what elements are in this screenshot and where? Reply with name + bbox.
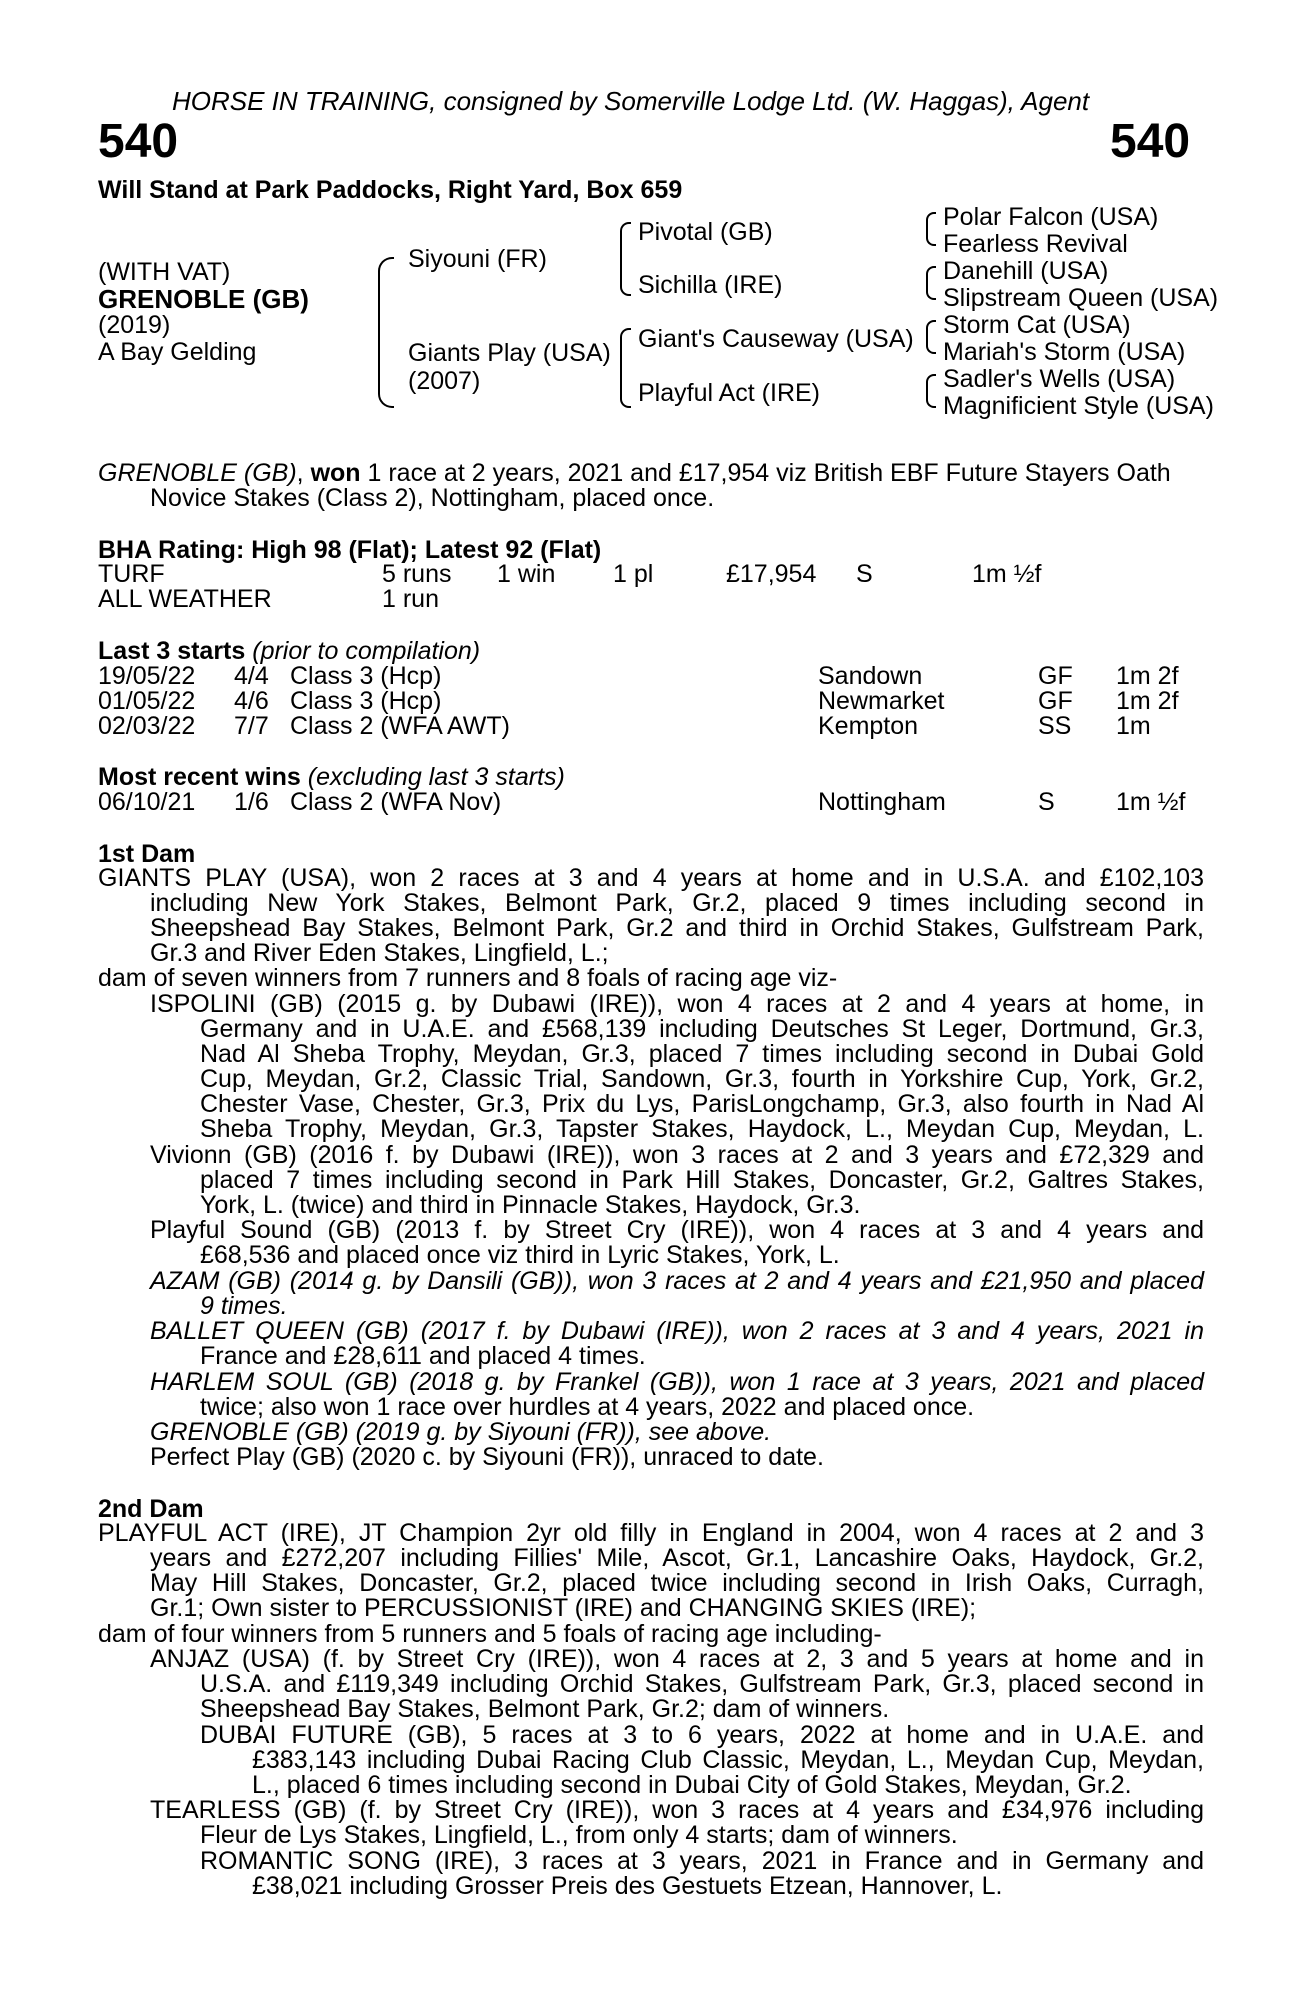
second-dam-line: Fleur de Lys Stakes, Lingfield, L., from only 4 starts; dam of winners.: [200, 1821, 958, 1849]
first-dam-line: Perfect Play (GB) (2020 c. by Siyouni (FR)), unraced to date.: [150, 1443, 824, 1471]
first-dam-line: Vivionn (GB) (2016 f. by Dubawi (IRE)), won 3 races at 2 and 3 years and £72,329 and: [150, 1141, 1204, 1169]
summary-won: won: [310, 459, 361, 487]
pedigree-gg-7: Sadler's Wells (USA): [943, 365, 1176, 393]
first-dam-line: £68,536 and placed once viz third in Lyric Stakes, York, L.: [200, 1241, 840, 1269]
win-distance: 1m ½f: [1116, 788, 1186, 816]
sire: Siyouni (FR): [408, 245, 547, 273]
consignor-line: HORSE IN TRAINING, consigned by Somerville Lodge Ltd. (W. Haggas), Agent: [172, 86, 1090, 116]
start-going: GF: [1038, 662, 1073, 690]
recent-wins-heading: [98, 765, 565, 790]
start-distance: 1m 2f: [1116, 687, 1179, 715]
first-dam-line: HARLEM SOUL (GB) (2018 g. by Frankel (GB)), won 1 race at 3 years, 2021 and placed: [150, 1368, 1204, 1396]
start-race: Class 3 (Hcp): [290, 687, 442, 715]
win-race: Class 2 (WFA Nov): [290, 788, 502, 816]
horse-name: GRENOBLE (GB): [98, 284, 309, 314]
second-dam-line: L., placed 6 times including second in Dubai City of Gold Stakes, Meydan, Gr.2.: [252, 1771, 1132, 1799]
win-position: 1/6: [234, 788, 269, 816]
start-date: 19/05/22: [98, 662, 196, 690]
last-starts-note: (prior to compilation): [245, 637, 481, 665]
start-course: Kempton: [818, 712, 919, 740]
second-dam-line: DUBAI FUTURE (GB), 5 races at 3 to 6 years, 2022 at home and in U.A.E. and: [200, 1721, 1204, 1749]
last-starts-title: Last 3 starts: [98, 637, 246, 665]
lot-number-left: 540: [98, 115, 179, 168]
first-dam-line: Sheepshead Bay Stakes, Belmont Park, Gr.2 and third in Orchid Stakes, Gulfstream Park,: [150, 914, 1204, 942]
win-going: S: [1038, 788, 1055, 816]
sire-dam: Sichilla (IRE): [638, 271, 783, 299]
first-dam-line: GIANTS PLAY (USA), won 2 races at 3 and 4 years at home and in U.S.A. and £102,103: [98, 864, 1204, 892]
first-dam-line: Gr.3 and River Eden Stakes, Lingfield, L.;: [150, 939, 609, 967]
second-dam-line: £383,143 including Dubai Racing Club Classic, Meydan, L., Meydan Cup, Meydan,: [252, 1746, 1204, 1774]
start-course: Newmarket: [818, 687, 945, 715]
last-starts-heading: [98, 639, 480, 664]
first-dam-line: including New York Stakes, Belmont Park, Gr.2, placed 9 times including second in: [150, 889, 1204, 917]
start-date: 02/03/22: [98, 712, 196, 740]
pedigree-gg-6: Mariah's Storm (USA): [943, 338, 1186, 366]
pedigree-gg-2: Fearless Revival: [943, 230, 1128, 258]
start-date: 01/05/22: [98, 687, 196, 715]
summary-line-1: GRENOBLE (GB), won 1 race at 2 years, 2021 and £17,954 viz British EBF Future Stayers Oath: [98, 459, 1171, 487]
second-dam-line: £38,021 including Grosser Preis des Gestuets Etzean, Hannover, L.: [252, 1872, 1003, 1900]
dam-sire: Giant's Causeway (USA): [638, 325, 914, 353]
second-dam-line: ROMANTIC SONG (IRE), 3 races at 3 years, 2021 in France and in Germany and: [200, 1847, 1204, 1875]
recent-wins-title: Most recent wins: [98, 763, 301, 791]
rating-runs: 1 run: [382, 585, 439, 613]
first-dam-line: 9 times.: [200, 1292, 288, 1320]
dam-year: (2007): [408, 367, 481, 395]
first-dam-line: Sheba Trophy, Meydan, Gr.3, Tapster Stakes, Haydock, L., Meydan Cup, Meydan, L.: [200, 1115, 1204, 1143]
vat-note: (WITH VAT): [98, 258, 231, 286]
first-dam-line: Chester Vase, Chester, Gr.3, Prix du Lys, ParisLongchamp, Gr.3, also fourth in Nad Al: [200, 1090, 1204, 1118]
first-dam-heading: 1st Dam: [98, 840, 196, 868]
second-dam-line: years and £272,207 including Fillies' Mile, Ascot, Gr.1, Lancashire Oaks, Haydock, Gr.2,: [150, 1544, 1204, 1572]
start-distance: 1m: [1116, 712, 1151, 740]
recent-wins-note: (excluding last 3 starts): [300, 763, 565, 791]
first-dam-line: ISPOLINI (GB) (2015 g. by Dubawi (IRE)), won 4 races at 2 and 4 years at home, in: [150, 990, 1204, 1018]
rating-placed: 1 pl: [613, 560, 654, 588]
start-race: Class 2 (WFA AWT): [290, 712, 510, 740]
start-position: 7/7: [234, 712, 269, 740]
second-dam-line: dam of four winners from 5 runners and 5 foals of racing age including-: [98, 1620, 882, 1648]
rating-wins: 1 win: [497, 560, 556, 588]
rating-surface: ALL WEATHER: [98, 585, 272, 613]
start-position: 4/6: [234, 687, 269, 715]
pedigree-gg-8: Magnificient Style (USA): [943, 392, 1214, 420]
rating-going: S: [856, 560, 873, 588]
second-dam-line: Gr.1; Own sister to PERCUSSIONIST (IRE) and CHANGING SKIES (IRE);: [150, 1594, 977, 1622]
second-dam-line: PLAYFUL ACT (IRE), JT Champion 2yr old filly in England in 2004, won 4 races at 2 and 3: [98, 1519, 1204, 1547]
dam-dam: Playful Act (IRE): [638, 379, 820, 407]
first-dam-line: GRENOBLE (GB) (2019 g. by Siyouni (FR)), see above.: [150, 1418, 772, 1446]
pedigree-gg-5: Storm Cat (USA): [943, 311, 1131, 339]
stall-location: Will Stand at Park Paddocks, Right Yard, Box 659: [98, 176, 683, 204]
second-dam-line: ANJAZ (USA) (f. by Street Cry (IRE)), won 4 races at 2, 3 and 5 years at home and in: [150, 1645, 1204, 1673]
first-dam-line: France and £28,611 and placed 4 times.: [200, 1342, 646, 1370]
second-dam-line: TEARLESS (GB) (f. by Street Cry (IRE)), won 3 races at 4 years and £34,976 including: [150, 1796, 1204, 1824]
summary-line-2: Novice Stakes (Class 2), Nottingham, placed once.: [150, 484, 715, 512]
pedigree-gg-3: Danehill (USA): [943, 257, 1109, 285]
start-going: SS: [1038, 712, 1072, 740]
start-going: GF: [1038, 687, 1073, 715]
sire-sire: Pivotal (GB): [638, 218, 773, 246]
start-distance: 1m 2f: [1116, 662, 1179, 690]
first-dam-line: Nad Al Sheba Trophy, Meydan, Gr.3, placed 7 times including second in Dubai Gold: [200, 1040, 1204, 1068]
first-dam-line: dam of seven winners from 7 runners and 8 foals of racing age viz-: [98, 964, 838, 992]
first-dam-line: Cup, Meydan, Gr.2, Classic Trial, Sandown, Gr.3, fourth in Yorkshire Cup, York, Gr.2,: [200, 1065, 1204, 1093]
summary-horse-name: GRENOBLE (GB): [98, 459, 297, 487]
first-dam-line: twice; also won 1 race over hurdles at 4 years, 2022 and placed once.: [200, 1393, 975, 1421]
horse-year: (2019): [98, 311, 171, 339]
dam: Giants Play (USA): [408, 339, 611, 367]
summary-text-1: 1 race at 2 years, 2021 and £17,954 viz British EBF Future Stayers Oath: [360, 459, 1171, 487]
second-dam-line: May Hill Stakes, Doncaster, Gr.2, placed twice including second in Irish Oaks, Curragh,: [150, 1569, 1204, 1597]
second-dam-line: Sheepshead Bay Stakes, Belmont Park, Gr.2; dam of winners.: [200, 1695, 890, 1723]
pedigree-gg-1: Polar Falcon (USA): [943, 203, 1159, 231]
bha-rating-heading: BHA Rating: High 98 (Flat); Latest 92 (Flat): [98, 536, 602, 564]
first-dam-line: Germany and in U.A.E. and £568,139 including Deutsches St Leger, Dortmund, Gr.3,: [200, 1015, 1204, 1043]
first-dam-line: BALLET QUEEN (GB) (2017 f. by Dubawi (IRE)), won 2 races at 3 and 4 years, 2021 in: [150, 1317, 1204, 1345]
second-dam-heading: 2nd Dam: [98, 1495, 204, 1523]
rating-prize: £17,954: [726, 560, 817, 588]
rating-surface: TURF: [98, 560, 165, 588]
start-race: Class 3 (Hcp): [290, 662, 442, 690]
first-dam-line: York, L. (twice) and third in Pinnacle Stakes, Haydock, Gr.3.: [200, 1191, 861, 1219]
rating-runs: 5 runs: [382, 560, 452, 588]
rating-distance: 1m ½f: [972, 560, 1042, 588]
pedigree-gg-4: Slipstream Queen (USA): [943, 284, 1219, 312]
first-dam-line: AZAM (GB) (2014 g. by Dansili (GB)), won 3 races at 2 and 4 years and £21,950 and placed: [150, 1267, 1204, 1295]
win-date: 06/10/21: [98, 788, 196, 816]
horse-description: A Bay Gelding: [98, 338, 257, 366]
lot-number-right: 540: [1110, 115, 1191, 168]
start-course: Sandown: [818, 662, 923, 690]
first-dam-line: placed 7 times including second in Park Hill Stakes, Doncaster, Gr.2, Galtres Stakes,: [200, 1166, 1204, 1194]
win-course: Nottingham: [818, 788, 946, 816]
first-dam-line: Playful Sound (GB) (2013 f. by Street Cry (IRE)), won 4 races at 3 and 4 years and: [150, 1216, 1204, 1244]
second-dam-line: U.S.A. and £119,349 including Orchid Stakes, Gulfstream Park, Gr.3, placed second in: [200, 1670, 1204, 1698]
start-position: 4/4: [234, 662, 269, 690]
